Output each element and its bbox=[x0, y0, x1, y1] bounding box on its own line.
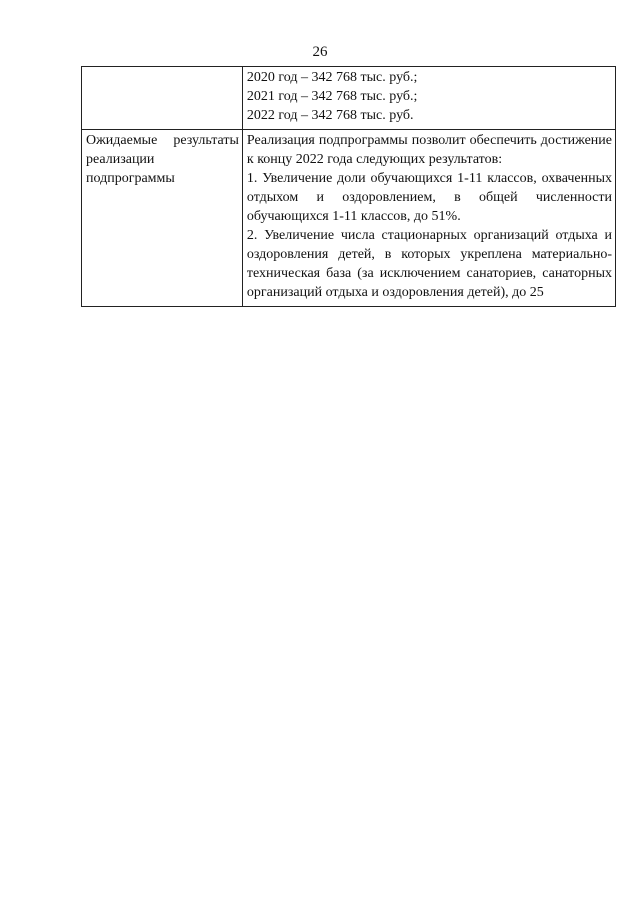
funding-2021: 2021 год – 342 768 тыс. руб.; bbox=[246, 89, 418, 104]
page-number: 26 bbox=[312, 44, 328, 60]
funding-2022: 2022 год – 342 768 тыс. руб. bbox=[246, 108, 414, 123]
results-intro: Реализация подпрограммы позволит обеспечить достижение к концу 2022 года следующих результатов: bbox=[246, 133, 612, 167]
results-item-2: 2. Увеличение числа стационарных организаций отдыха и оздоровления детей, в которых укреплена материально-техническая база (за исключением санаториев, санаторных организаций отдыха и оздоровления детей), до 25 bbox=[246, 228, 612, 300]
funding-2020: 2020 год – 342 768 тыс. руб.; bbox=[246, 70, 418, 85]
table-cell-expected-results bbox=[242, 130, 615, 307]
table-row-expected-results bbox=[82, 130, 616, 307]
passport-table bbox=[81, 66, 616, 307]
results-item-1: 1. Увеличение доли обучающихся 1-11 классов, охваченных отдыхом и оздоровлением, в общей численности обучающихся 1-11 классов, до 51%. bbox=[246, 171, 612, 224]
table-row-funding bbox=[82, 67, 616, 130]
table-cell-label-empty bbox=[82, 67, 243, 130]
table-cell-label-expected-results: Ожидаемые результаты реализации подпрограммы bbox=[82, 130, 243, 307]
table-cell-funding-by-year bbox=[242, 67, 615, 130]
